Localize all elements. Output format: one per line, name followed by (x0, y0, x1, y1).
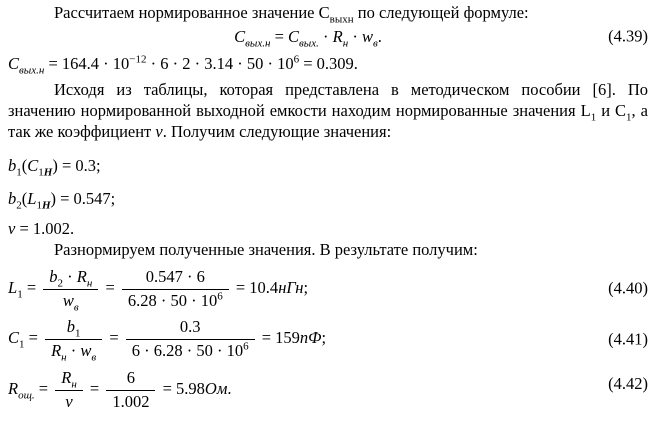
var: w (80, 341, 92, 361)
unit: нГн (278, 277, 304, 297)
equation-number: (4.42) (608, 373, 648, 393)
text-run: Исходя из таблицы, которая представлена в методическом пособии [6]. По значению нормированной выходной емкости находим нормированные значения L (8, 80, 648, 121)
subscript: Н (41, 199, 51, 212)
fraction (43, 267, 98, 312)
formula-4-39-math (8, 27, 648, 48)
var: C (8, 53, 20, 73)
fraction (126, 317, 255, 362)
equation-number: (4.40) (608, 278, 648, 298)
fraction-numerator: 0.547 · 6 (145, 266, 205, 286)
subscript: 1 (626, 111, 632, 124)
fraction-denominator (122, 289, 229, 312)
subscript: в (73, 300, 79, 313)
subscript: н (86, 277, 93, 290)
subscript: выхн (329, 13, 354, 26)
operator: = (270, 26, 289, 46)
punctuation: ) (50, 189, 56, 209)
fraction (45, 317, 102, 362)
text-run: = 164.4 · 10 (44, 53, 130, 73)
var: b (8, 189, 17, 209)
fraction-denominator (45, 339, 102, 362)
var: L (8, 277, 18, 297)
subscript: н (342, 37, 349, 50)
fraction-denominator: ν (55, 390, 83, 413)
subscript: ощ. (18, 389, 35, 402)
var: R (61, 367, 72, 387)
unit: Ом (204, 379, 228, 398)
fraction (55, 368, 83, 413)
operator: = (24, 328, 43, 348)
subscript: 2 (16, 199, 22, 212)
var: R (332, 26, 343, 46)
var: R (76, 266, 87, 286)
fraction (106, 368, 155, 413)
formula-4-40-math (8, 267, 648, 312)
text-run: 6.28 · 50 · 10 (127, 290, 218, 310)
subscript: 1 (590, 111, 597, 124)
text-run: 6 · 6.28 · 50 · 10 (131, 341, 244, 361)
var: b (49, 266, 58, 286)
superscript: −12 (129, 53, 147, 66)
result: = 10.4 (231, 277, 279, 297)
value-b2 (8, 189, 648, 210)
value-b1 (8, 156, 648, 177)
var: C (27, 155, 39, 175)
formula-4-40 (8, 267, 648, 312)
text-run: Рассчитаем нормированное значение С (54, 3, 330, 22)
text-run: = 0.547; (56, 189, 116, 209)
fraction-denominator: 1.002 (106, 390, 155, 413)
formula-4-42-math (8, 368, 648, 413)
var: L (27, 189, 37, 209)
paragraph-body (8, 80, 648, 142)
text-run: = 0.3; (57, 155, 101, 175)
subscript: 1 (36, 199, 42, 212)
fraction-denominator (126, 339, 255, 362)
fraction-numerator: 6 (126, 367, 136, 387)
operator: · (348, 26, 362, 46)
operator: = (85, 379, 104, 398)
nu-symbol: ν (8, 219, 16, 239)
paragraph-transition: Разнормируем полученные значения. В результате получим: (54, 240, 478, 260)
subscript: вых. (299, 37, 319, 50)
text-run: по следующей формуле: (353, 3, 529, 22)
subscript: 1 (17, 288, 23, 301)
operator: = (101, 277, 119, 297)
operator: = (105, 328, 123, 348)
punctuation: ( (21, 155, 28, 175)
punctuation: ; (303, 277, 309, 297)
var: b (8, 155, 17, 175)
subscript: н (71, 378, 77, 391)
equation-number: (4.41) (608, 329, 648, 349)
punctuation: ; (321, 328, 327, 348)
fraction-numerator (45, 317, 102, 339)
fraction-numerator (55, 368, 83, 390)
superscript: 6 (243, 340, 249, 353)
formula-4-39 (8, 27, 648, 48)
var: C (234, 26, 246, 46)
superscript: 6 (293, 53, 300, 66)
fraction-numerator (43, 267, 98, 289)
value-nu (8, 219, 648, 240)
result: = 159 (257, 328, 300, 348)
text-run: , а так же коэффициент (8, 101, 649, 141)
result: = 5.98 (158, 379, 205, 398)
subscript: 2 (57, 277, 63, 290)
formula-4-41 (8, 317, 648, 362)
paragraph-intro (8, 3, 648, 24)
punctuation: ) (52, 155, 58, 175)
formula-4-42 (8, 368, 648, 413)
var: R (8, 379, 19, 398)
calc-4-39 (8, 54, 648, 75)
text-run: · 6 · 2 · 3.14 · 50 · 10 (146, 53, 294, 73)
subscript: вых.н (19, 63, 45, 76)
operator: = (22, 277, 41, 297)
subscript: 1 (75, 327, 81, 340)
operator: · (63, 266, 77, 286)
punctuation: . (377, 26, 382, 46)
var: R (51, 341, 62, 361)
var: C (288, 26, 300, 46)
operator: = (34, 379, 53, 398)
subscript: 1 (19, 338, 25, 351)
subscript: Н (43, 165, 53, 178)
var: C (8, 328, 20, 348)
text-run: = 0.309. (299, 53, 358, 73)
subscript: вых.н (245, 37, 271, 50)
superscript: 6 (217, 290, 223, 303)
var: w (361, 26, 373, 46)
subscript: 1 (38, 165, 44, 178)
var: b (66, 317, 75, 337)
subscript: в (91, 351, 97, 364)
formula-4-41-math (8, 317, 648, 362)
fraction-numerator: 0.3 (179, 317, 201, 337)
subscript: в (372, 37, 378, 50)
fraction (122, 267, 229, 312)
operator: · (66, 341, 81, 361)
equation-number: (4.39) (608, 26, 648, 46)
unit: пФ (299, 328, 322, 348)
subscript: 1 (16, 165, 22, 178)
text-run: и C (596, 101, 627, 121)
var: w (62, 290, 74, 310)
operator: · (318, 26, 333, 46)
nu-symbol: ν (155, 121, 163, 141)
text-run: = 1.002. (15, 219, 75, 239)
subscript: н (61, 351, 67, 364)
punctuation: . (227, 379, 232, 398)
text-run: . Получим следующие значения: (162, 121, 392, 141)
fraction-denominator (43, 289, 98, 312)
punctuation: ( (21, 189, 28, 209)
